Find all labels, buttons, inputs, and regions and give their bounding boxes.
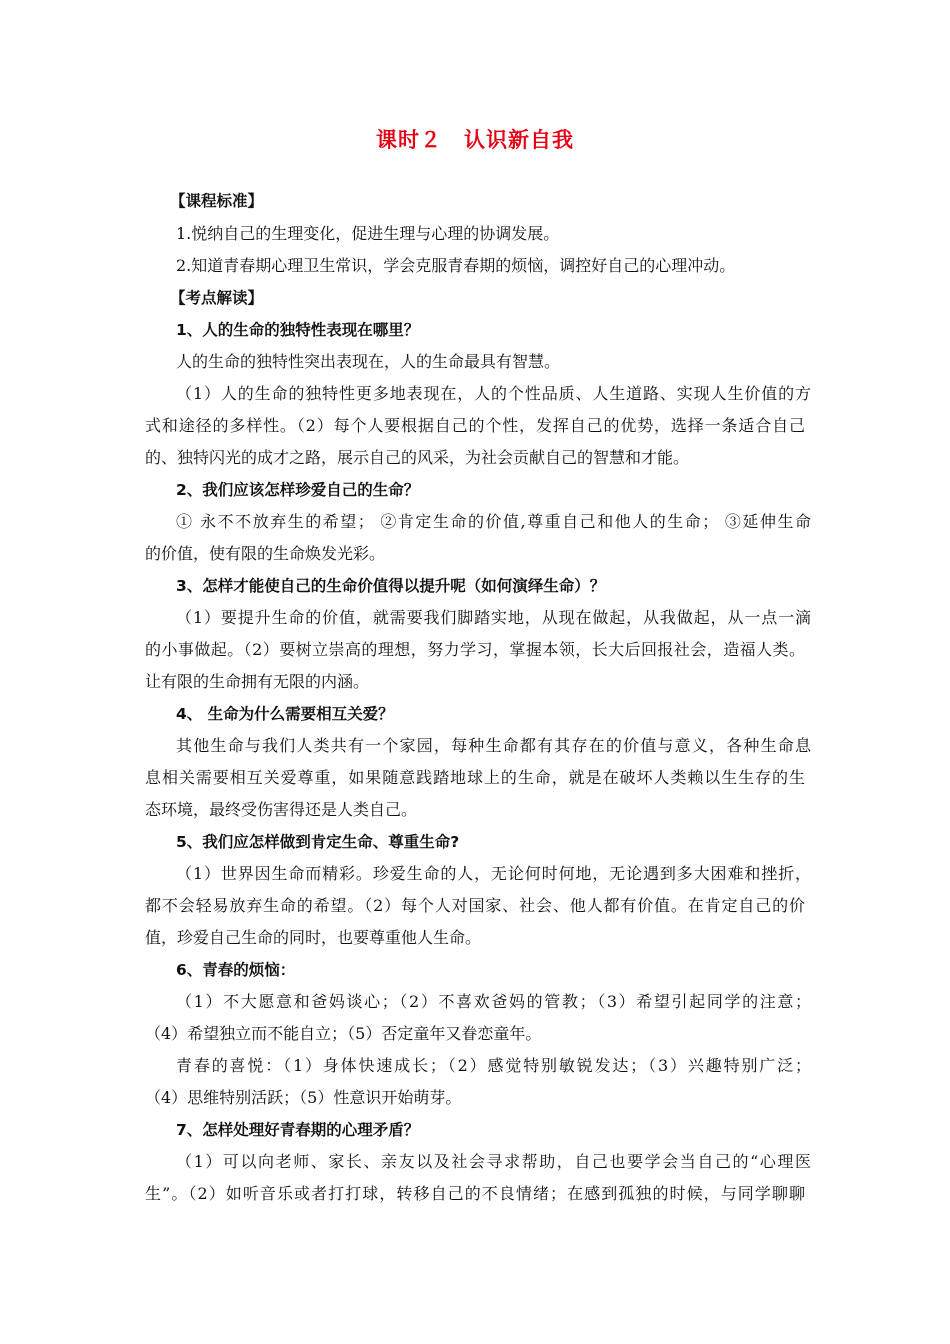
answer-4-line-3: 态环境，最终受伤害得还是人类自己。 [145,800,418,819]
question-3: 3、怎样才能使自己的生命价值得以提升呢（如何演绎生命）？ [176,577,606,595]
answer-1-line-3: 式和途径的多样性。（2）每个人要根据自己的个性，发挥自己的优势，选择一条适合自己 [145,416,805,435]
answer-1-line-4: 的、独特闪光的成才之路，展示自己的风采，为社会贡献自己的智慧和才能。 [145,448,690,467]
answer-1-line-2: （1）人的生命的独特性更多地表现在，人的个性品质、人生道路、实现人生价值的方 [176,384,811,403]
answer-5-line-1: （1）世界因生命而精彩。珍爱生命的人，无论何时何地，无论遇到多大困难和挫折， [176,864,811,883]
question-7: 7、怎样处理好青春期的心理矛盾？ [176,1121,420,1139]
section-heading-standard: 【课程标准】 [170,192,264,210]
question-2: 2、我们应该怎样珍爱自己的生命？ [176,481,420,499]
section-heading-analysis: 【考点解读】 [170,289,264,307]
answer-2-line-2: 的价值，使有限的生命焕发光彩。 [145,544,386,563]
answer-6-line-4: （4）思维特别活跃；（5）性意识开始萌芽。 [145,1088,462,1107]
answer-6-line-1: （1）不大愿意和爸妈谈心；（2）不喜欢爸妈的管教；（3）希望引起同学的注意； [176,992,811,1011]
answer-7-line-2: 生”。（2）如听音乐或者打打球，转移自己的不良情绪；在感到孤独的时候，与同学聊聊 [145,1184,805,1203]
page-title: 课时２ 认识新自我 [376,128,574,152]
answer-6-line-3: 青春的喜悦：（1）身体快速成长；（2）感觉特别敏锐发达；（3）兴趣特别广泛； [176,1056,811,1075]
answer-7-line-1: （1）可以向老师、家长、亲友以及社会寻求帮助，自己也要学会当自己的“心理医 [176,1152,811,1171]
answer-4-line-1: 其他生命与我们人类共有一个家园，每种生命都有其存在的价值与意义，各种生命息 [176,736,811,755]
answer-1-line-1: 人的生命的独特性突出表现在，人的生命最具有智慧。 [176,352,561,371]
question-4: 4、 生命为什么需要相互关爱？ [176,705,394,723]
answer-5-line-2: 都不会轻易放弃生命的希望。（2）每个人对国家、社会、他人都有价值。在肯定自己的价 [145,896,805,915]
answer-3-line-1: （1）要提升生命的价值，就需要我们脚踏实地，从现在做起，从我做起，从一点一滴 [176,608,811,627]
question-5: 5、我们应怎样做到肯定生命、尊重生命? [176,833,460,851]
standard-item-1: 1.悦纳自己的生理变化，促进生理与心理的协调发展。 [176,224,560,243]
question-6: 6、青春的烦恼： [176,961,296,979]
standard-item-2: 2.知道青春期心理卫生常识，学会克服青春期的烦恼，调控好自己的心理冲动。 [176,256,736,275]
question-1: 1、人的生命的独特性表现在哪里？ [176,321,420,339]
answer-3-line-3: 让有限的生命拥有无限的内涵。 [145,672,370,691]
answer-2-line-1: ① 永不不放弃生的希望； ②肯定生命的价值,尊重自己和他人的生命； ③延伸生命 [176,512,811,531]
answer-6-line-2: （4）希望独立而不能自立；（5）否定童年又眷恋童年。 [145,1024,542,1043]
answer-4-line-2: 息相关需要相互关爱尊重，如果随意践踏地球上的生命，就是在破坏人类赖以生生存的生 [145,768,805,787]
answer-3-line-2: 的小事做起。（2）要树立崇高的理想，努力学习，掌握本领，长大后回报社会，造福人类。 [145,640,805,659]
answer-5-line-3: 值，珍爱自己生命的同时，也要尊重他人生命。 [145,928,482,947]
